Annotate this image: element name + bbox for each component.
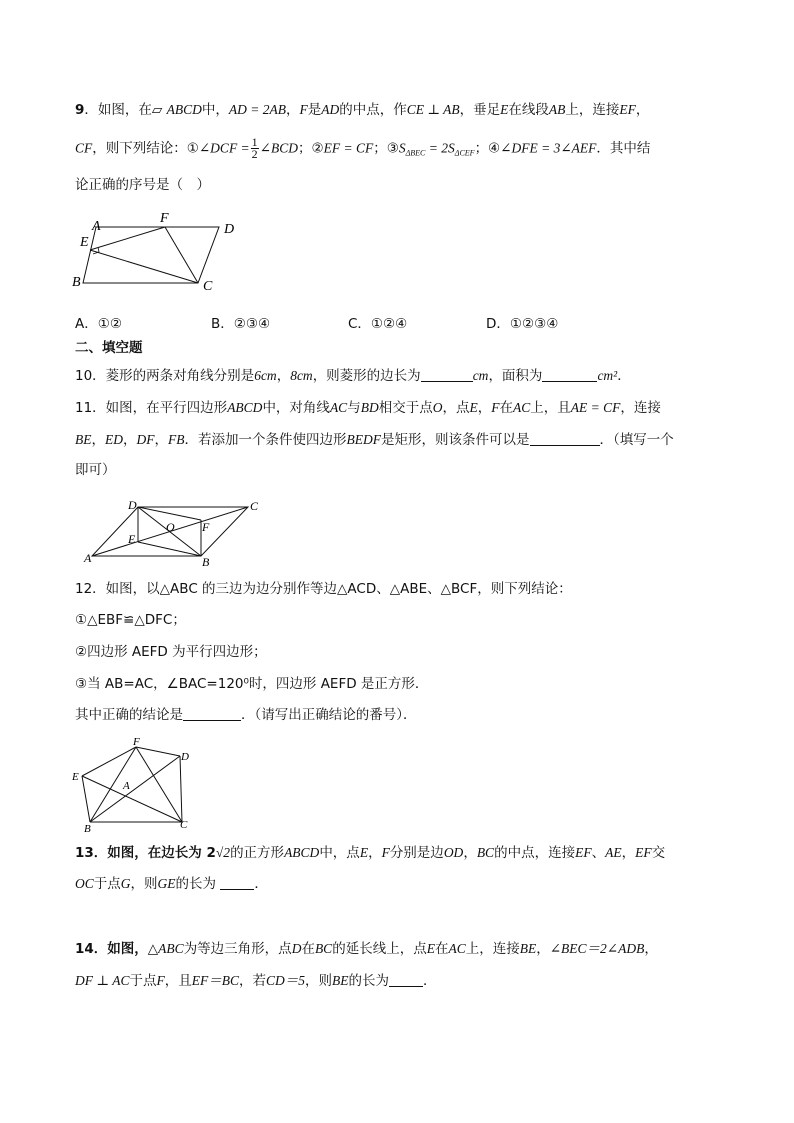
q12-line2: ①△EBF≌△DFC；: [75, 612, 186, 628]
point-label-C: C: [203, 279, 213, 294]
point-label-F: F: [202, 520, 210, 534]
q11-parallelogram-figure: [84, 496, 270, 568]
q9-line3: 论正确的序号是（ ）: [75, 177, 210, 193]
q9-option-a[interactable]: A．①②: [75, 316, 122, 332]
q9-parallelogram-figure: [72, 208, 252, 294]
point-label-D: D: [224, 222, 235, 237]
point-label-C: C: [250, 499, 259, 513]
q14-line2: DF ⊥ AC于点F，且EF＝BC，若CD＝5，则BE的长为 ．: [75, 973, 437, 989]
answer-blank-condition[interactable]: [530, 431, 600, 446]
point-label-B: B: [72, 275, 81, 290]
point-label-A: A: [123, 780, 130, 792]
point-label-E: E: [80, 235, 89, 250]
q9-line1: 9．如图，在▱ ABCD中，AD = 2AB，F是AD的中点，作CE ⊥ AB，垂足E在线段AB上，连接EF，: [75, 102, 650, 118]
point-label-A: A: [92, 219, 101, 234]
point-label-D: D: [128, 498, 137, 512]
answer-blank-area[interactable]: [542, 367, 597, 382]
point-label-E: E: [72, 771, 79, 783]
fraction-one-half: $\frac{1}{2}$: [251, 135, 258, 161]
point-label-B: B: [202, 555, 210, 569]
point-label-B: B: [84, 823, 91, 835]
q14-line1: 14．如图，△ABC为等边三角形，点D在BC的延长线上，点E在AC上，连接BE，∠BEC＝2∠ADB，: [75, 941, 658, 957]
q12-triangles-figure: [70, 736, 194, 836]
q13-line1: 13．如图，在边长为 2√2的正方形ABCD中，点E，F分别是边OD，BC的中点，连接EF、AE，EF交: [75, 845, 666, 861]
q9-option-c[interactable]: C．①②④: [348, 316, 408, 332]
point-label-F: F: [133, 736, 140, 748]
answer-blank-side[interactable]: [421, 367, 473, 382]
point-label-E: E: [128, 532, 136, 546]
point-label-D: D: [181, 751, 189, 763]
answer-blank-q14[interactable]: [389, 972, 423, 987]
point-label-F: F: [160, 211, 169, 226]
point-label-O: O: [166, 520, 175, 534]
point-label-A: A: [84, 551, 92, 565]
sqrt-two: √2: [215, 845, 231, 860]
q9-number: 9: [75, 102, 85, 118]
q11-line3: 即可）: [75, 462, 116, 478]
q12-line5: 其中正确的结论是 ．（请写出正确结论的番号）．: [75, 707, 417, 723]
q10-line: 10．菱形的两条对角线分别是6cm，8cm，则菱形的边长为 cm，面积为 cm²．: [75, 368, 631, 384]
parallelogram-symbol: ▱: [151, 102, 163, 118]
point-label-C: C: [180, 819, 188, 831]
q13-line2: OC于点G，则GE的长为 ．: [75, 876, 268, 892]
q11-line1: 11．如图，在平行四边形ABCD中，对角线AC与BD相交于点O，点E，F在AC上，且AE = CF，连接: [75, 400, 661, 416]
q12-line1: 12．如图，以△ABC 的三边为边分别作等边△ACD、△ABE、△BCF，则下列结论：: [75, 581, 572, 597]
q12-line4: ③当 AB=AC，∠BAC=120⁰时，四边形 AEFD 是正方形．: [75, 676, 429, 692]
q9-option-b[interactable]: B．②③④: [211, 316, 271, 332]
section-heading: 二、填空题: [75, 340, 143, 356]
answer-blank-q12[interactable]: [183, 706, 241, 721]
q11-line2: BE，ED，DF，FB．若添加一个条件使四边形BEDF是矩形，则该条件可以是 ．（填写一个: [75, 432, 674, 448]
q9-line2: CF，则下列结论：①∠DCF = $\frac{1}{2}$ ∠BCD；②EF = CF；$③S_{\Delta BEC} = 2S_{\Delta CEF}$；④∠DFE = 3∠AEF．其中结: [75, 135, 651, 161]
answer-blank-q13[interactable]: [220, 875, 254, 890]
q12-line3: ②四边形 AEFD 为平行四边形；: [75, 644, 267, 660]
q9-option-d[interactable]: D．①②③④: [486, 316, 559, 332]
